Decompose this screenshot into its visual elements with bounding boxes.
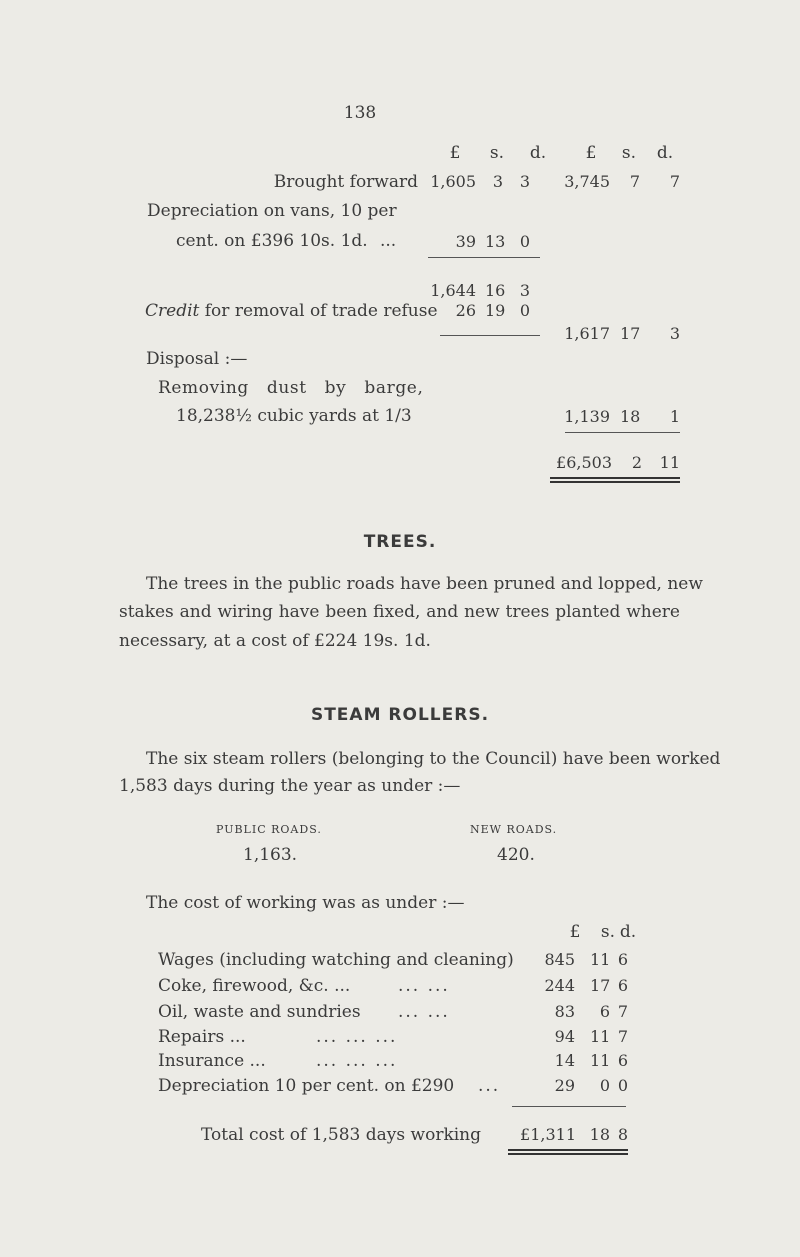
header-shillings-a: s. [489, 143, 505, 163]
cost-shillings: 11 [590, 950, 611, 969]
disposal-pence: 1 [669, 407, 680, 426]
bf-shillings-a: 3 [492, 172, 503, 191]
disposal-pounds: 1,139 [564, 407, 610, 426]
header-pounds-b: £ [585, 143, 597, 163]
bf-shillings-b: 7 [629, 172, 640, 191]
trees-line-3: necessary, at a cost of £224 19s. 1d. [119, 631, 431, 651]
disposal-line1: Removing dust by barge, [158, 378, 424, 398]
total-shillings: 2 [631, 453, 642, 472]
steam-rollers-heading: STEAM ROLLERS. [310, 705, 490, 725]
cost-label: Oil, waste and sundries [158, 1002, 361, 1022]
cost-pounds: 29 [554, 1076, 575, 1095]
disposal-shillings: 18 [620, 407, 641, 426]
depreciation-line2: cent. on £396 10s. 1d. [176, 231, 368, 251]
double-rule-1 [550, 477, 680, 479]
cost-shillings: 6 [599, 1002, 610, 1021]
cost-shillings: 17 [590, 976, 611, 995]
cost-label: Depreciation 10 per cent. on £290 [158, 1076, 455, 1096]
rule-subtotal [428, 257, 540, 258]
steam-line-1: The six steam rollers (belonging to the Council) have been worked [146, 749, 721, 769]
public-roads-label: PUBLIC ROADS. [216, 823, 322, 836]
credit-label [145, 301, 438, 321]
net-pence: 3 [669, 324, 680, 343]
cost-total-pence: 8 [617, 1125, 628, 1144]
sub-pence: 3 [519, 281, 530, 300]
new-roads-value: 420. [497, 845, 535, 865]
trees-heading: TREES. [363, 532, 437, 552]
header-pence-a: d. [529, 143, 547, 163]
credit-label-italic: Credit [145, 301, 200, 321]
cost-pence: 6 [617, 1051, 628, 1070]
rule-total [565, 432, 680, 433]
rule-cost-total [512, 1106, 626, 1107]
net-shillings: 17 [620, 324, 641, 343]
cost-total-label: Total cost of 1,583 days working [201, 1125, 482, 1145]
cost-double-rule-2 [508, 1153, 628, 1155]
public-roads-value: 1,163. [243, 845, 298, 865]
disposal-line2: 18,238½ cubic yards at 1/3 [176, 406, 412, 426]
depreciation-dots: ... [380, 231, 397, 251]
cost-dots: ... [478, 1076, 501, 1096]
cost-pence: 6 [617, 950, 628, 969]
trees-line-2: stakes and wiring have been fixed, and new trees planted where [119, 602, 680, 622]
cost-intro: The cost of working was as under :— [146, 893, 465, 913]
cost-pence: 7 [617, 1002, 628, 1021]
credit-pounds: 26 [455, 301, 476, 320]
cost-shillings: 11 [590, 1027, 611, 1046]
cost-dots: ... ... ... [316, 1027, 398, 1047]
cost-header-pence: d. [619, 922, 637, 942]
credit-shillings: 19 [485, 301, 506, 320]
steam-line-2: 1,583 days during the year as under :— [119, 776, 461, 796]
page-number: 138 [343, 103, 377, 123]
disposal-heading: Disposal :— [146, 349, 248, 369]
cost-label: Insurance ... [158, 1051, 266, 1071]
cost-pounds: 94 [554, 1027, 575, 1046]
dep-shillings: 13 [485, 232, 506, 251]
rule-credit [440, 335, 540, 336]
double-rule-2 [550, 481, 680, 483]
cost-pence: 6 [617, 976, 628, 995]
cost-pence: 7 [617, 1027, 628, 1046]
cost-pence: 0 [617, 1076, 628, 1095]
net-pounds: 1,617 [564, 324, 610, 343]
cost-shillings: 11 [590, 1051, 611, 1070]
dep-pounds: 39 [455, 232, 476, 251]
cost-dots: ... ... ... [316, 1051, 398, 1071]
cost-double-rule-1 [508, 1149, 628, 1151]
bf-pence-a: 3 [519, 172, 530, 191]
cost-pounds: 83 [554, 1002, 575, 1021]
dep-pence: 0 [519, 232, 530, 251]
cost-label: Repairs ... [158, 1027, 246, 1047]
cost-pounds: 845 [544, 950, 575, 969]
cost-pounds: 244 [544, 976, 575, 995]
header-shillings-b: s. [621, 143, 637, 163]
cost-label: Coke, firewood, &c. ... [158, 976, 351, 996]
header-pounds-a: £ [449, 143, 461, 163]
bf-pence-b: 7 [669, 172, 680, 191]
brought-forward-label: Brought forward [273, 172, 418, 192]
sub-pounds: 1,644 [430, 281, 476, 300]
cost-header-pounds: £ [569, 922, 581, 942]
trees-line-1: The trees in the public roads have been pruned and lopped, new [146, 574, 703, 594]
cost-dots: ... ... [398, 1002, 450, 1022]
cost-pounds: 14 [554, 1051, 575, 1070]
total-pounds: £6,503 [556, 453, 612, 472]
depreciation-line1: Depreciation on vans, 10 per [147, 201, 397, 221]
sub-shillings: 16 [485, 281, 506, 300]
cost-shillings: 0 [599, 1076, 610, 1095]
bf-pounds-a: 1,605 [430, 172, 476, 191]
credit-label-rest: for removal of trade refuse [199, 301, 438, 321]
cost-total-pounds: £1,311 [520, 1125, 576, 1144]
total-pence: 11 [659, 453, 680, 472]
cost-dots: ... ... [398, 976, 450, 996]
new-roads-label: NEW ROADS. [470, 823, 558, 836]
cost-label: Wages (including watching and cleaning) [158, 950, 514, 970]
cost-header-shillings: s. [600, 922, 616, 942]
cost-total-shillings: 18 [589, 1125, 610, 1144]
header-pence-b: d. [656, 143, 674, 163]
bf-pounds-b: 3,745 [564, 172, 610, 191]
credit-pence: 0 [519, 301, 530, 320]
